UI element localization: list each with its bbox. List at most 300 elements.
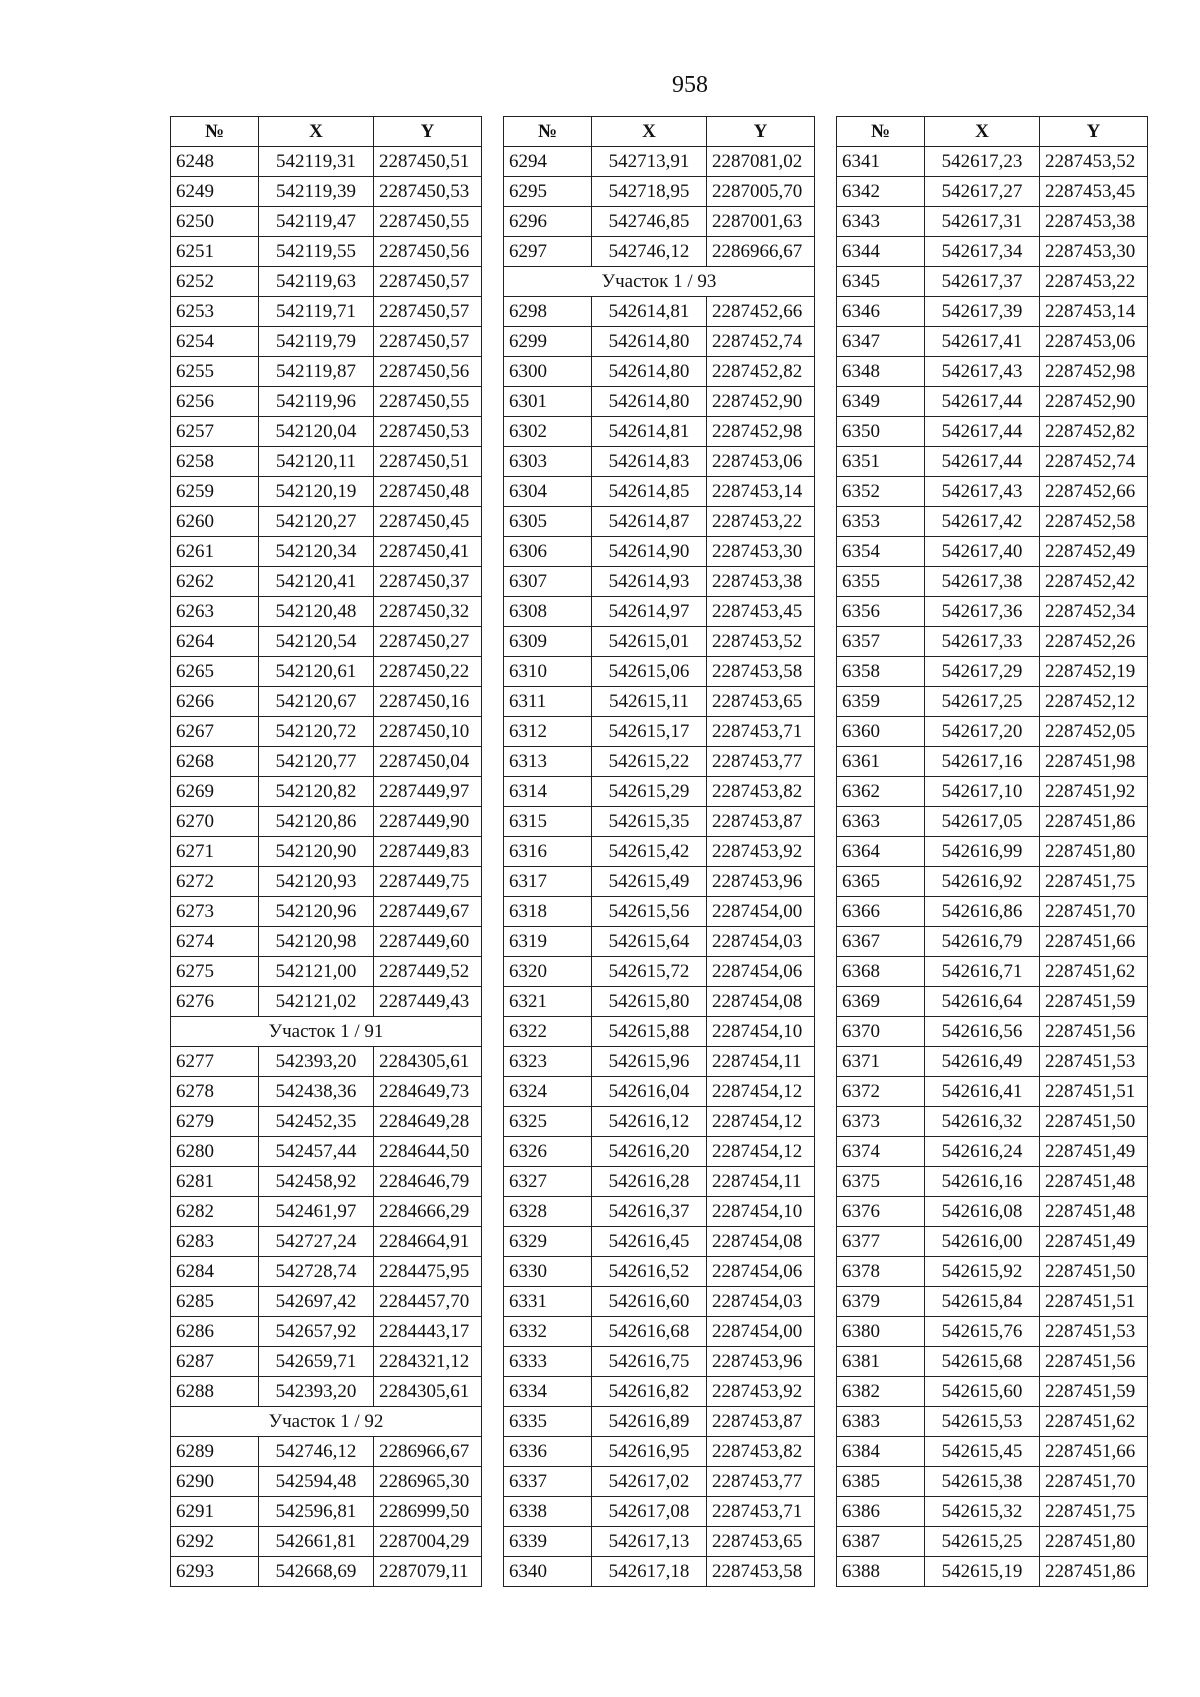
y-coordinate-cell: 2287451,51 <box>1040 1077 1148 1107</box>
table-row <box>171 807 482 837</box>
x-coordinate-cell: 542616,68 <box>592 1317 707 1347</box>
point-number-cell: 6376 <box>837 1197 925 1227</box>
table-row <box>504 747 815 777</box>
table-row <box>171 537 482 567</box>
y-coordinate-cell: 2287453,77 <box>707 1467 815 1497</box>
point-number-cell: 6269 <box>171 777 259 807</box>
y-coordinate-cell: 2287454,03 <box>707 1287 815 1317</box>
y-coordinate-cell: 2287452,19 <box>1040 657 1148 687</box>
y-coordinate-cell: 2287451,48 <box>1040 1197 1148 1227</box>
table-row <box>171 957 482 987</box>
x-coordinate-cell: 542616,60 <box>592 1287 707 1317</box>
table-row <box>171 177 482 207</box>
header-y: Y <box>1040 117 1148 147</box>
y-coordinate-cell: 2287450,56 <box>374 237 482 267</box>
y-coordinate-cell: 2287450,53 <box>374 177 482 207</box>
x-coordinate-cell: 542615,64 <box>592 927 707 957</box>
header-number: № <box>837 117 925 147</box>
y-coordinate-cell: 2287451,59 <box>1040 1377 1148 1407</box>
y-coordinate-cell: 2287005,70 <box>707 177 815 207</box>
point-number-cell: 6264 <box>171 627 259 657</box>
point-number-cell: 6295 <box>504 177 592 207</box>
y-coordinate-cell: 2287450,37 <box>374 567 482 597</box>
point-number-cell: 6259 <box>171 477 259 507</box>
point-number-cell: 6271 <box>171 837 259 867</box>
point-number-cell: 6378 <box>837 1257 925 1287</box>
table-row <box>837 387 1148 417</box>
y-coordinate-cell: 2287449,83 <box>374 837 482 867</box>
y-coordinate-cell: 2287450,10 <box>374 717 482 747</box>
table-row <box>171 417 482 447</box>
y-coordinate-cell: 2287452,49 <box>1040 537 1148 567</box>
x-coordinate-cell: 542728,74 <box>259 1257 374 1287</box>
y-coordinate-cell: 2287452,26 <box>1040 627 1148 657</box>
y-coordinate-cell: 2284321,12 <box>374 1347 482 1377</box>
y-coordinate-cell: 2287451,56 <box>1040 1347 1148 1377</box>
x-coordinate-cell: 542617,31 <box>925 207 1040 237</box>
point-number-cell: 6349 <box>837 387 925 417</box>
table-row <box>504 1227 815 1257</box>
table-row <box>837 867 1148 897</box>
y-coordinate-cell: 2287452,74 <box>1040 447 1148 477</box>
point-number-cell: 6372 <box>837 1077 925 1107</box>
y-coordinate-cell: 2287450,48 <box>374 477 482 507</box>
point-number-cell: 6283 <box>171 1227 259 1257</box>
x-coordinate-cell: 542615,88 <box>592 1017 707 1047</box>
point-number-cell: 6275 <box>171 957 259 987</box>
point-number-cell: 6318 <box>504 897 592 927</box>
x-coordinate-cell: 542615,17 <box>592 717 707 747</box>
point-number-cell: 6339 <box>504 1527 592 1557</box>
y-coordinate-cell: 2287452,82 <box>1040 417 1148 447</box>
table-row <box>837 1407 1148 1437</box>
x-coordinate-cell: 542616,82 <box>592 1377 707 1407</box>
table-row <box>504 597 815 627</box>
y-coordinate-cell: 2287454,12 <box>707 1077 815 1107</box>
table-row <box>837 507 1148 537</box>
x-coordinate-cell: 542617,33 <box>925 627 1040 657</box>
table-row <box>837 1527 1148 1557</box>
y-coordinate-cell: 2284649,28 <box>374 1107 482 1137</box>
y-coordinate-cell: 2287453,22 <box>707 507 815 537</box>
x-coordinate-cell: 542452,35 <box>259 1107 374 1137</box>
y-coordinate-cell: 2287001,63 <box>707 207 815 237</box>
x-coordinate-cell: 542616,64 <box>925 987 1040 1017</box>
y-coordinate-cell: 2287453,14 <box>1040 297 1148 327</box>
x-coordinate-cell: 542615,35 <box>592 807 707 837</box>
point-number-cell: 6361 <box>837 747 925 777</box>
table-row <box>504 837 815 867</box>
point-number-cell: 6386 <box>837 1497 925 1527</box>
x-coordinate-cell: 542616,24 <box>925 1137 1040 1167</box>
coordinates-table-2 <box>503 116 815 1587</box>
table-row <box>171 567 482 597</box>
x-coordinate-cell: 542659,71 <box>259 1347 374 1377</box>
y-coordinate-cell: 2287450,32 <box>374 597 482 627</box>
table-row <box>504 177 815 207</box>
table-row <box>837 807 1148 837</box>
table-row <box>171 357 482 387</box>
point-number-cell: 6277 <box>171 1047 259 1077</box>
table-row <box>837 1197 1148 1227</box>
table-row <box>837 1107 1148 1137</box>
point-number-cell: 6354 <box>837 537 925 567</box>
point-number-cell: 6329 <box>504 1227 592 1257</box>
y-coordinate-cell: 2287454,03 <box>707 927 815 957</box>
y-coordinate-cell: 2287453,38 <box>1040 207 1148 237</box>
table-row <box>837 897 1148 927</box>
x-coordinate-cell: 542615,53 <box>925 1407 1040 1437</box>
point-number-cell: 6312 <box>504 717 592 747</box>
x-coordinate-cell: 542727,24 <box>259 1227 374 1257</box>
y-coordinate-cell: 2287452,42 <box>1040 567 1148 597</box>
y-coordinate-cell: 2287453,06 <box>707 447 815 477</box>
y-coordinate-cell: 2284443,17 <box>374 1317 482 1347</box>
y-coordinate-cell: 2284475,95 <box>374 1257 482 1287</box>
table-row <box>171 207 482 237</box>
y-coordinate-cell: 2287452,74 <box>707 327 815 357</box>
coordinates-table-3 <box>836 116 1148 1587</box>
x-coordinate-cell: 542615,06 <box>592 657 707 687</box>
table-row <box>171 1557 482 1587</box>
y-coordinate-cell: 2287454,00 <box>707 897 815 927</box>
point-number-cell: 6289 <box>171 1437 259 1467</box>
x-coordinate-cell: 542615,72 <box>592 957 707 987</box>
point-number-cell: 6385 <box>837 1467 925 1497</box>
point-number-cell: 6310 <box>504 657 592 687</box>
point-number-cell: 6346 <box>837 297 925 327</box>
y-coordinate-cell: 2287453,52 <box>1040 147 1148 177</box>
y-coordinate-cell: 2287451,62 <box>1040 957 1148 987</box>
table-row <box>837 177 1148 207</box>
table-row <box>171 747 482 777</box>
x-coordinate-cell: 542617,29 <box>925 657 1040 687</box>
table-row <box>504 1077 815 1107</box>
point-number-cell: 6357 <box>837 627 925 657</box>
table-row <box>171 1287 482 1317</box>
point-number-cell: 6351 <box>837 447 925 477</box>
table-row <box>504 507 815 537</box>
y-coordinate-cell: 2286966,67 <box>374 1437 482 1467</box>
x-coordinate-cell: 542617,44 <box>925 417 1040 447</box>
x-coordinate-cell: 542615,96 <box>592 1047 707 1077</box>
point-number-cell: 6253 <box>171 297 259 327</box>
x-coordinate-cell: 542616,00 <box>925 1227 1040 1257</box>
x-coordinate-cell: 542617,10 <box>925 777 1040 807</box>
x-coordinate-cell: 542616,08 <box>925 1197 1040 1227</box>
y-coordinate-cell: 2287452,90 <box>1040 387 1148 417</box>
table-row <box>504 357 815 387</box>
x-coordinate-cell: 542438,36 <box>259 1077 374 1107</box>
table-row <box>837 1167 1148 1197</box>
table-row <box>837 687 1148 717</box>
y-coordinate-cell: 2287453,22 <box>1040 267 1148 297</box>
x-coordinate-cell: 542120,61 <box>259 657 374 687</box>
x-coordinate-cell: 542120,34 <box>259 537 374 567</box>
x-coordinate-cell: 542614,81 <box>592 297 707 327</box>
table-row <box>837 567 1148 597</box>
table-row <box>837 237 1148 267</box>
x-coordinate-cell: 542120,11 <box>259 447 374 477</box>
point-number-cell: 6279 <box>171 1107 259 1137</box>
y-coordinate-cell: 2287452,12 <box>1040 687 1148 717</box>
point-number-cell: 6373 <box>837 1107 925 1137</box>
y-coordinate-cell: 2287453,45 <box>1040 177 1148 207</box>
header-x: X <box>592 117 707 147</box>
table-row <box>171 1317 482 1347</box>
page-number: 958 <box>672 72 708 98</box>
y-coordinate-cell: 2287451,56 <box>1040 1017 1148 1047</box>
x-coordinate-cell: 542614,97 <box>592 597 707 627</box>
point-number-cell: 6260 <box>171 507 259 537</box>
table-row <box>504 717 815 747</box>
point-number-cell: 6317 <box>504 867 592 897</box>
table-row <box>171 927 482 957</box>
point-number-cell: 6345 <box>837 267 925 297</box>
table-row <box>504 627 815 657</box>
y-coordinate-cell: 2287451,92 <box>1040 777 1148 807</box>
y-coordinate-cell: 2287452,05 <box>1040 717 1148 747</box>
x-coordinate-cell: 542121,00 <box>259 957 374 987</box>
y-coordinate-cell: 2287453,14 <box>707 477 815 507</box>
x-coordinate-cell: 542616,92 <box>925 867 1040 897</box>
x-coordinate-cell: 542616,28 <box>592 1167 707 1197</box>
table-row <box>171 687 482 717</box>
section-label: Участок 1 / 91 <box>171 1017 482 1047</box>
x-coordinate-cell: 542119,55 <box>259 237 374 267</box>
y-coordinate-cell: 2287453,96 <box>707 1347 815 1377</box>
table-row <box>504 1557 815 1587</box>
y-coordinate-cell: 2286999,50 <box>374 1497 482 1527</box>
y-coordinate-cell: 2287453,71 <box>707 1497 815 1527</box>
table-row <box>171 1257 482 1287</box>
table-row <box>837 1497 1148 1527</box>
y-coordinate-cell: 2287449,90 <box>374 807 482 837</box>
x-coordinate-cell: 542614,80 <box>592 327 707 357</box>
y-coordinate-cell: 2287450,56 <box>374 357 482 387</box>
point-number-cell: 6306 <box>504 537 592 567</box>
y-coordinate-cell: 2287449,75 <box>374 867 482 897</box>
table-row <box>504 1137 815 1167</box>
y-coordinate-cell: 2287452,58 <box>1040 507 1148 537</box>
table-row <box>504 987 815 1017</box>
point-number-cell: 6375 <box>837 1167 925 1197</box>
point-number-cell: 6325 <box>504 1107 592 1137</box>
x-coordinate-cell: 542617,16 <box>925 747 1040 777</box>
point-number-cell: 6288 <box>171 1377 259 1407</box>
x-coordinate-cell: 542119,63 <box>259 267 374 297</box>
point-number-cell: 6281 <box>171 1167 259 1197</box>
table-row <box>171 657 482 687</box>
point-number-cell: 6298 <box>504 297 592 327</box>
point-number-cell: 6257 <box>171 417 259 447</box>
point-number-cell: 6249 <box>171 177 259 207</box>
table-row <box>504 1407 815 1437</box>
point-number-cell: 6328 <box>504 1197 592 1227</box>
table-row <box>171 147 482 177</box>
table-row <box>504 1017 815 1047</box>
y-coordinate-cell: 2287451,48 <box>1040 1167 1148 1197</box>
table-row <box>171 1467 482 1497</box>
point-number-cell: 6265 <box>171 657 259 687</box>
point-number-cell: 6377 <box>837 1227 925 1257</box>
y-coordinate-cell: 2287452,90 <box>707 387 815 417</box>
x-coordinate-cell: 542617,40 <box>925 537 1040 567</box>
table-row <box>504 1197 815 1227</box>
y-coordinate-cell: 2284666,29 <box>374 1197 482 1227</box>
x-coordinate-cell: 542615,49 <box>592 867 707 897</box>
point-number-cell: 6274 <box>171 927 259 957</box>
point-number-cell: 6297 <box>504 237 592 267</box>
y-coordinate-cell: 2287453,58 <box>707 657 815 687</box>
y-coordinate-cell: 2287452,66 <box>1040 477 1148 507</box>
table-row <box>171 777 482 807</box>
table-row <box>171 237 482 267</box>
x-coordinate-cell: 542746,12 <box>592 237 707 267</box>
x-coordinate-cell: 542119,47 <box>259 207 374 237</box>
table-row <box>171 297 482 327</box>
table-row <box>504 867 815 897</box>
point-number-cell: 6364 <box>837 837 925 867</box>
x-coordinate-cell: 542119,31 <box>259 147 374 177</box>
x-coordinate-cell: 542120,19 <box>259 477 374 507</box>
y-coordinate-cell: 2287454,12 <box>707 1107 815 1137</box>
y-coordinate-cell: 2287451,98 <box>1040 747 1148 777</box>
point-number-cell: 6303 <box>504 447 592 477</box>
x-coordinate-cell: 542120,04 <box>259 417 374 447</box>
point-number-cell: 6335 <box>504 1407 592 1437</box>
y-coordinate-cell: 2287454,10 <box>707 1197 815 1227</box>
x-coordinate-cell: 542615,56 <box>592 897 707 927</box>
table-row <box>837 717 1148 747</box>
x-coordinate-cell: 542617,43 <box>925 477 1040 507</box>
table-row <box>837 627 1148 657</box>
point-number-cell: 6285 <box>171 1287 259 1317</box>
point-number-cell: 6347 <box>837 327 925 357</box>
x-coordinate-cell: 542616,32 <box>925 1107 1040 1137</box>
point-number-cell: 6323 <box>504 1047 592 1077</box>
y-coordinate-cell: 2287453,06 <box>1040 327 1148 357</box>
x-coordinate-cell: 542614,90 <box>592 537 707 567</box>
y-coordinate-cell: 2287453,92 <box>707 1377 815 1407</box>
point-number-cell: 6367 <box>837 927 925 957</box>
table-row <box>171 327 482 357</box>
table-row <box>504 957 815 987</box>
y-coordinate-cell: 2287079,11 <box>374 1557 482 1587</box>
x-coordinate-cell: 542615,42 <box>592 837 707 867</box>
table-row <box>504 1317 815 1347</box>
table-row <box>504 657 815 687</box>
point-number-cell: 6300 <box>504 357 592 387</box>
header-x: X <box>925 117 1040 147</box>
y-coordinate-cell: 2287453,65 <box>707 1527 815 1557</box>
table-row <box>837 1347 1148 1377</box>
x-coordinate-cell: 542614,80 <box>592 387 707 417</box>
y-coordinate-cell: 2286966,67 <box>707 237 815 267</box>
y-coordinate-cell: 2287450,41 <box>374 537 482 567</box>
point-number-cell: 6309 <box>504 627 592 657</box>
x-coordinate-cell: 542617,36 <box>925 597 1040 627</box>
y-coordinate-cell: 2287453,96 <box>707 867 815 897</box>
table-row <box>171 897 482 927</box>
table-row <box>837 1317 1148 1347</box>
table-row <box>504 1167 815 1197</box>
y-coordinate-cell: 2287004,29 <box>374 1527 482 1557</box>
x-coordinate-cell: 542120,86 <box>259 807 374 837</box>
x-coordinate-cell: 542119,96 <box>259 387 374 417</box>
y-coordinate-cell: 2284644,50 <box>374 1137 482 1167</box>
x-coordinate-cell: 542617,39 <box>925 297 1040 327</box>
y-coordinate-cell: 2287453,45 <box>707 597 815 627</box>
point-number-cell: 6343 <box>837 207 925 237</box>
x-coordinate-cell: 542614,85 <box>592 477 707 507</box>
x-coordinate-cell: 542617,43 <box>925 357 1040 387</box>
y-coordinate-cell: 2287450,57 <box>374 297 482 327</box>
table-row <box>837 357 1148 387</box>
table-row <box>504 1107 815 1137</box>
y-coordinate-cell: 2287451,75 <box>1040 867 1148 897</box>
header-y: Y <box>707 117 815 147</box>
point-number-cell: 6301 <box>504 387 592 417</box>
y-coordinate-cell: 2287452,34 <box>1040 597 1148 627</box>
x-coordinate-cell: 542615,32 <box>925 1497 1040 1527</box>
table-row <box>171 597 482 627</box>
point-number-cell: 6258 <box>171 447 259 477</box>
y-coordinate-cell: 2287451,66 <box>1040 1437 1148 1467</box>
y-coordinate-cell: 2287451,62 <box>1040 1407 1148 1437</box>
point-number-cell: 6331 <box>504 1287 592 1317</box>
point-number-cell: 6387 <box>837 1527 925 1557</box>
x-coordinate-cell: 542616,37 <box>592 1197 707 1227</box>
table-row <box>504 387 815 417</box>
table-row <box>171 627 482 657</box>
y-coordinate-cell: 2284649,73 <box>374 1077 482 1107</box>
point-number-cell: 6299 <box>504 327 592 357</box>
table-row <box>504 1527 815 1557</box>
x-coordinate-cell: 542616,20 <box>592 1137 707 1167</box>
table-row <box>837 267 1148 297</box>
table-row <box>837 417 1148 447</box>
x-coordinate-cell: 542120,98 <box>259 927 374 957</box>
table-row <box>837 1077 1148 1107</box>
point-number-cell: 6282 <box>171 1197 259 1227</box>
y-coordinate-cell: 2284646,79 <box>374 1167 482 1197</box>
table-row <box>837 837 1148 867</box>
y-coordinate-cell: 2287450,45 <box>374 507 482 537</box>
x-coordinate-cell: 542393,20 <box>259 1377 374 1407</box>
point-number-cell: 6370 <box>837 1017 925 1047</box>
point-number-cell: 6348 <box>837 357 925 387</box>
point-number-cell: 6311 <box>504 687 592 717</box>
y-coordinate-cell: 2287453,82 <box>707 1437 815 1467</box>
x-coordinate-cell: 542615,80 <box>592 987 707 1017</box>
y-coordinate-cell: 2287450,51 <box>374 147 482 177</box>
y-coordinate-cell: 2287450,27 <box>374 627 482 657</box>
y-coordinate-cell: 2287451,50 <box>1040 1107 1148 1137</box>
x-coordinate-cell: 542119,39 <box>259 177 374 207</box>
x-coordinate-cell: 542617,38 <box>925 567 1040 597</box>
point-number-cell: 6276 <box>171 987 259 1017</box>
x-coordinate-cell: 542668,69 <box>259 1557 374 1587</box>
point-number-cell: 6350 <box>837 417 925 447</box>
y-coordinate-cell: 2287450,55 <box>374 387 482 417</box>
y-coordinate-cell: 2287452,98 <box>707 417 815 447</box>
y-coordinate-cell: 2287454,10 <box>707 1017 815 1047</box>
table-row <box>504 1287 815 1317</box>
point-number-cell: 6292 <box>171 1527 259 1557</box>
table-row <box>837 1137 1148 1167</box>
x-coordinate-cell: 542614,83 <box>592 447 707 477</box>
